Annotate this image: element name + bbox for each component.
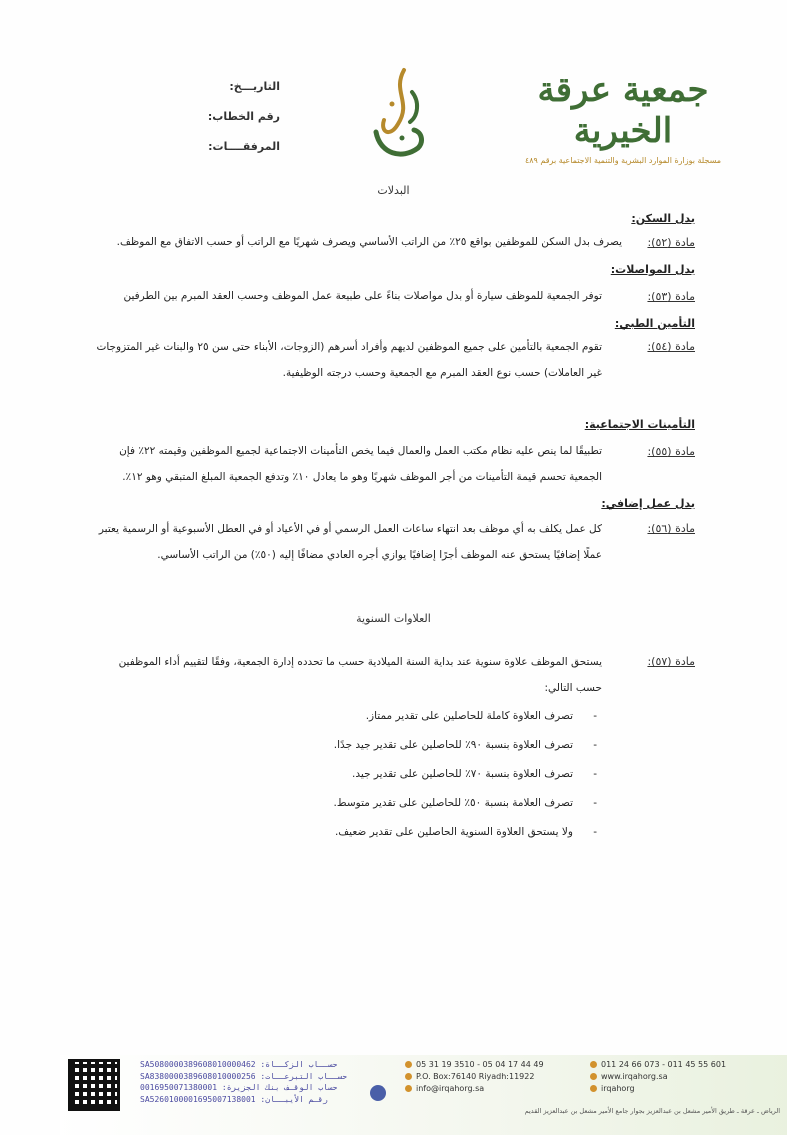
list-item: - ولا يستحق العلاوة السنوية الحاصلين على تقدير ضعيف. [334, 826, 597, 855]
list-item: - تصرف العلاوة بنسبة ٧٠٪ للحاصلين على تقدير جيد. [334, 768, 597, 797]
postal-address: الرياض ـ عرقة ـ طريق الأمير مشعل بن عبدالعزيز بجوار جامع الأمير مشعل بن عبدالعزيز القديم [524, 1107, 780, 1115]
mailbox-icon [405, 1073, 412, 1080]
article-55-text: تطبيقًا لما ينص عليه نظام مكتب العمل والعمال فيما يخص التأمينات الاجتماعية لجميع الموظفين وقيمته ٢٢٪ فإن الجمعية تحسم قيمة التأمينات من أجر الموظف شهريًا وهو ما يعادل ١٠٪ وتدفع الجمعية المبلغ المتبقي وهو ١٢٪. [119, 445, 602, 483]
article-53-text: توفر الجمعية للموظف سيارة أو بدل مواصلات بناءً على طبيعة عمل الموظف وحسب العقد المبرم بين الطرفين [123, 290, 602, 302]
website-link[interactable]: www.irqahorg.sa [601, 1072, 668, 1081]
letterhead-footer [60, 1055, 780, 1117]
mobile-numbers: 05 31 19 3510 - 05 04 17 44 49 [416, 1060, 544, 1069]
po-box: P.O. Box:76140 Riyadh:11922 [416, 1072, 535, 1081]
logo-subtitle: مسجلة بوزارة الموارد البشرية والتنمية الاجتماعية برقم ٤٨٩ [524, 155, 722, 165]
bank-icon [370, 1085, 386, 1101]
phone-icon [405, 1061, 412, 1068]
landline-numbers: 011 24 66 073 - 011 45 55 601 [601, 1060, 727, 1069]
date-label: التاريـــخ: [229, 80, 280, 93]
calligraphy-emblem-icon [362, 62, 432, 172]
social-handle[interactable]: irqahorg [601, 1084, 635, 1093]
article-54-text: تقوم الجمعية بالتأمين على جميع الموظفين لديهم وأفراد أسرهم (الزوجات، الأبناء حتى سن ٢٥ والبنات غير المتزوجات غير العاملات) حسب نوع العقد المبرم مع الجمعية وحسب درجته الوظيفية. [96, 341, 602, 379]
zakat-account: SA5080000389608010000462 :حســاب الزكــاة [140, 1060, 338, 1069]
overtime-allowance-heading: بدل عمل إضافي: [601, 497, 695, 510]
social-insurance-heading: التأمينات الاجتماعية: [584, 418, 695, 431]
contact-left [405, 1059, 544, 1095]
contact-right [590, 1059, 726, 1095]
medical-insurance-heading: التأمين الطبي: [614, 317, 695, 330]
transport-allowance-heading: بدل المواصلات: [610, 263, 695, 276]
iban-account: SA5260100001695007138001 :رقـم الأيبــان [140, 1094, 328, 1104]
letter-number-label: رقم الخطاب: [207, 110, 280, 123]
annual-raises-title: العلاوات السنوية [356, 612, 431, 625]
allowances-title: البدلات [377, 184, 410, 197]
attachments-label: المرفقــــات: [208, 140, 280, 153]
article-55-number: مادة (٥٥): [647, 445, 695, 458]
email-icon [405, 1085, 412, 1092]
telephone-icon [590, 1061, 597, 1068]
article-54-number: مادة (٥٤): [647, 340, 695, 353]
qr-code-icon [68, 1059, 120, 1111]
list-item: - تصرف العلاوة كاملة للحاصلين على تقدير ممتاز. [334, 710, 597, 739]
article-56-number: مادة (٥٦): [647, 522, 695, 535]
list-item: - تصرف العلاوة بنسبة ٩٠٪ للحاصلين على تقدير جيد جدًا. [334, 739, 597, 768]
article-53-number: مادة (٥٣): [647, 290, 695, 303]
raise-criteria-list [334, 710, 597, 855]
logo-title: جمعية عرقة الخيرية [537, 70, 709, 151]
housing-allowance-heading: بدل السكن: [631, 212, 695, 225]
article-56-text: كل عمل يكلف به أي موظف بعد انتهاء ساعات العمل الرسمي أو في الأعياد أو في العطل الأسبوعية أو الرسمية يعتبر عملًا إضافيًا يستحق عنه الموظف أجرًا إضافيًا يوازي أجره العادي مضافًا إليه (٥٠٪) من الراتب الأساسي. [98, 523, 602, 561]
list-item: - تصرف العلامة بنسبة ٥٠٪ للحاصلين على تقدير متوسط. [334, 797, 597, 826]
organization-logo [498, 70, 748, 165]
donations-account: SA8380000389608010000256 :حســاب التبرعــات [140, 1071, 348, 1081]
bank-accounts [140, 1059, 347, 1105]
article-57-text: يستحق الموظف علاوة سنوية عند بداية السنة الميلادية حسب ما تحدده إدارة الجمعية، وفقًا لتقييم أداء الموظفين حسب التالي: [118, 656, 602, 694]
article-52-text: يصرف بدل السكن للموظفين بواقع ٢٥٪ من الراتب الأساسي ويصرف شهريًا مع الراتب أو حسب الاتفاق مع الموظف. [116, 236, 622, 248]
email-address[interactable]: info@irqahorg.sa [416, 1084, 485, 1093]
social-media-icon [590, 1085, 597, 1092]
article-57-number: مادة (٥٧): [647, 655, 695, 668]
article-52-number: مادة (٥٢): [647, 236, 695, 249]
letter-meta [190, 80, 280, 170]
globe-icon [590, 1073, 597, 1080]
endowment-account: 0016950071380001 :حساب الوقـف بنك الجزيرة [140, 1083, 338, 1092]
